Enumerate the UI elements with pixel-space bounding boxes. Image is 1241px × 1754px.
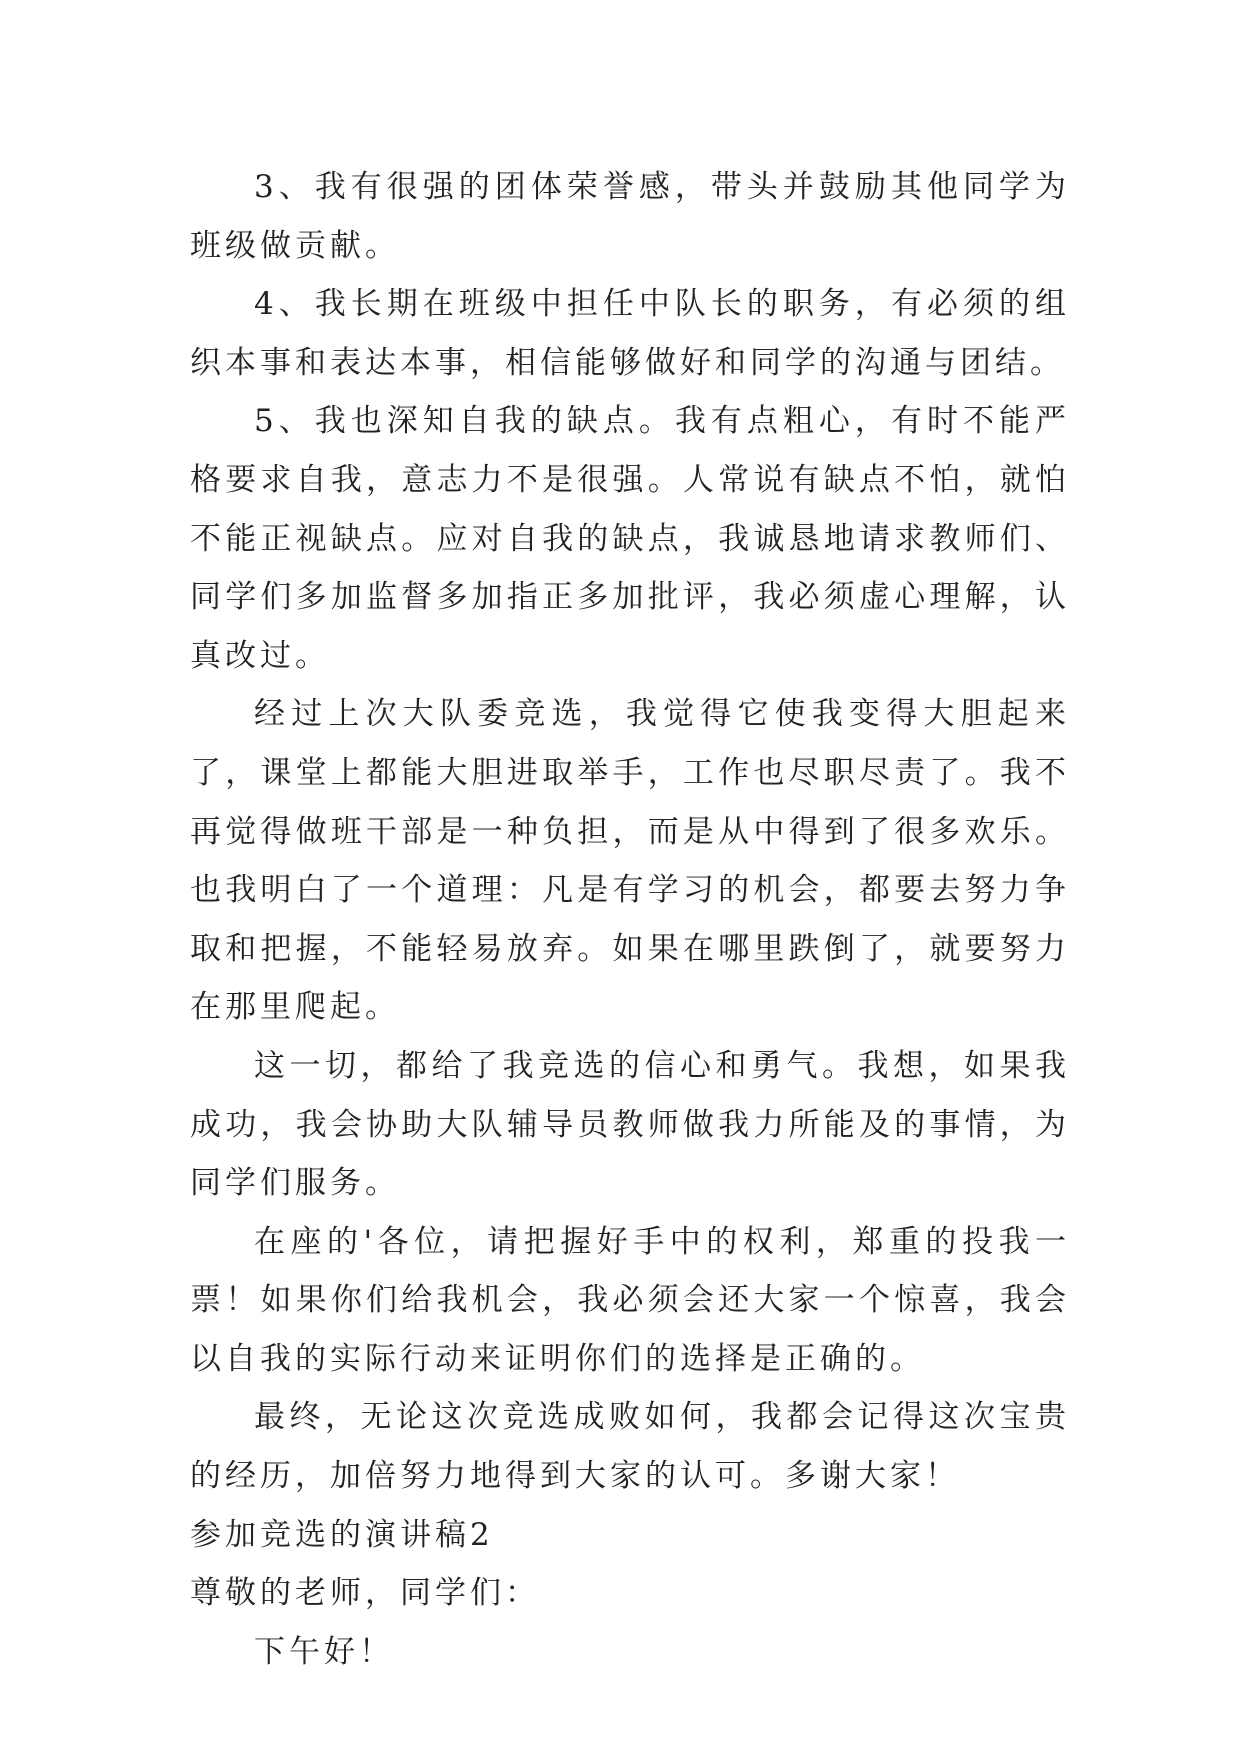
greeting: 下午好！	[254, 1633, 394, 1670]
paragraph-confidence: 这一切，都给了我竞选的信心和勇气。我想，如果我成功，我会协助大队辅导员教师做我力所能及的事情，为同学们服务。	[190, 1047, 1070, 1202]
salutation: 尊敬的老师，同学们：	[190, 1575, 540, 1612]
paragraph-point-5: 5、我也深知自我的缺点。我有点粗心，有时不能严格要求自我，意志力不是很强。人常说有缺点不怕，就怕不能正视缺点。应对自我的缺点，我诚恳地请求教师们、同学们多加监督多加指正多加批评，我必须虚心理解，认真改过。	[190, 403, 1070, 674]
paragraph-vote-request: 在座的'各位，请把握好手中的权利，郑重的投我一票！如果你们给我机会，我必须会还大家一个惊喜，我会以自我的实际行动来证明你们的选择是正确的。	[190, 1223, 1070, 1377]
paragraph-point-3: 3、我有很强的团体荣誉感，带头并鼓励其他同学为班级做贡献。	[190, 169, 1070, 264]
paragraph-experience: 经过上次大队委竞选，我觉得它使我变得大胆起来了，课堂上都能大胆进取举手，工作也尽职尽责了。我不再觉得做班干部是一种负担，而是从中得到了很多欢乐。也我明白了一个道理：凡是有学习的机会，都要去努力争取和把握，不能轻易放弃。如果在哪里跌倒了，就要努力在那里爬起。	[190, 696, 1070, 1026]
paragraph-point-4: 4、我长期在班级中担任中队长的职务，有必须的组织本事和表达本事，相信能够做好和同学的沟通与团结。	[190, 286, 1070, 381]
document-body	[190, 158, 1070, 1681]
speech-2-title: 参加竞选的演讲稿2	[190, 1516, 494, 1553]
paragraph-closing: 最终，无论这次竞选成败如何，我都会记得这次宝贵的经历，加倍努力地得到大家的认可。多谢大家！	[190, 1399, 1070, 1495]
